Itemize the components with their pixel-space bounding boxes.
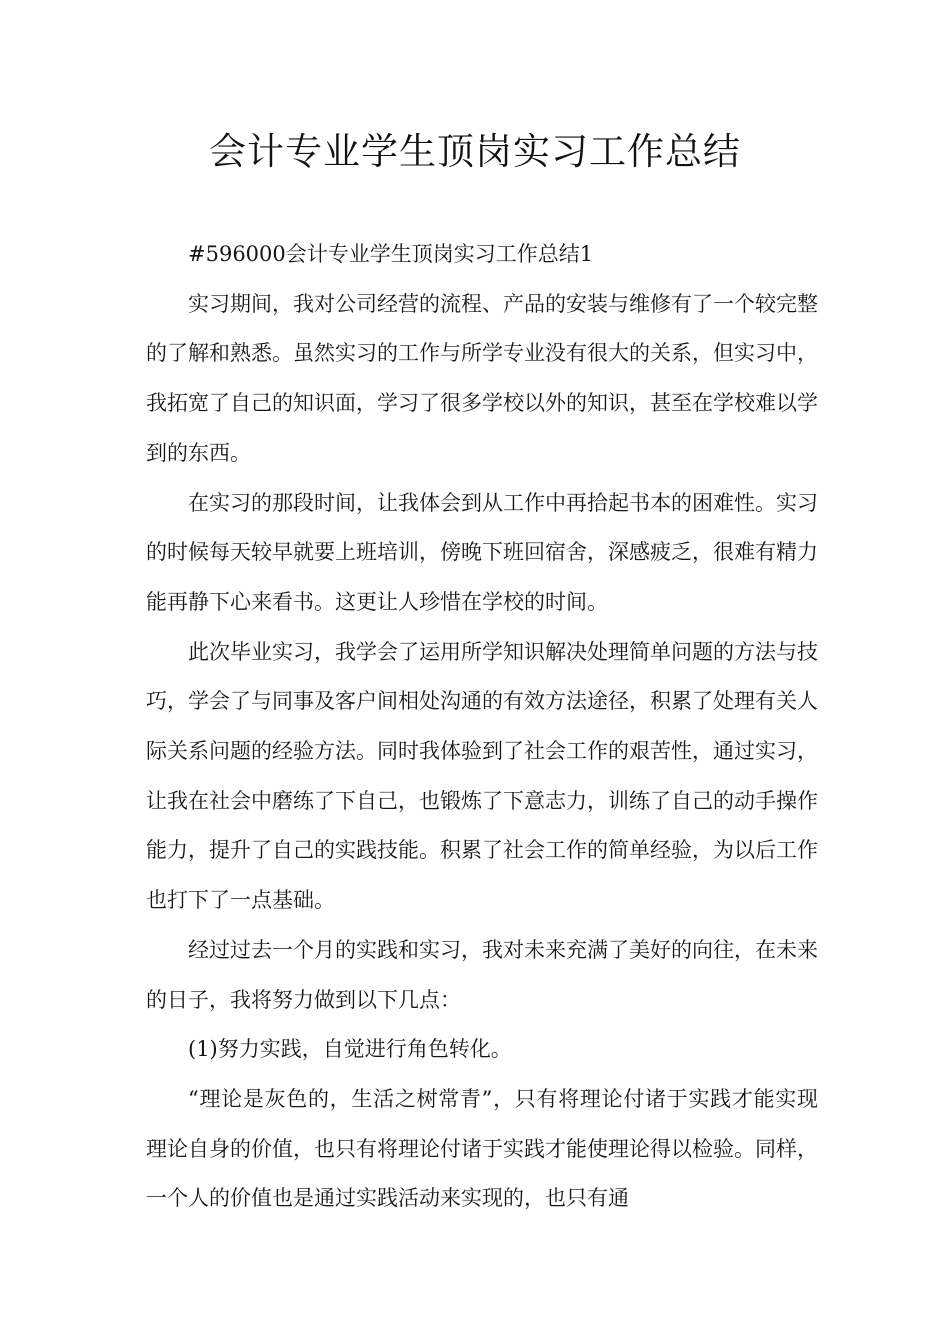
paragraph: 实习期间，我对公司经营的流程、产品的安装与维修有了一个较完整的了解和熟悉。虽然实习的工作与所学专业没有很大的关系，但实习中，我拓宽了自己的知识面，学习了很多学校以外的知识，甚至在学校难以学到的东西。 [146, 291, 818, 465]
document-title: 会计专业学生顶岗实习工作总结 [209, 130, 741, 173]
paragraph: 在实习的那段时间，让我体会到从工作中再拾起书本的困难性。实习的时候每天较早就要上班培训，傍晚下班回宿舍，深感疲乏，很难有精力能再静下心来看书。这更让人珍惜在学校的时间。 [146, 490, 818, 614]
paragraph: 经过过去一个月的实践和实习，我对未来充满了美好的向往，在未来的日子，我将努力做到以下几点： [146, 937, 818, 1012]
paragraph: 此次毕业实习，我学会了运用所学知识解决处理简单问题的方法与技巧，学会了与同事及客户间相处沟通的有效方法途径，积累了处理有关人际关系问题的经验方法。同时我体验到了社会工作的艰苦性，通过实习，让我在社会中磨练了下自己，也锻炼了下意志力，训练了自己的动手操作能力，提升了自己的实践技能。积累了社会工作的简单经验，为以后工作也打下了一点基础。 [146, 639, 818, 913]
list-item: (1)努力实践，自觉进行角色转化。 [188, 1037, 512, 1062]
paragraph: “理论是灰色的，生活之树常青”，只有将理论付诸于实践才能实现理论自身的价值，也只有将理论付诸于实践才能使理论得以检验。同样，一个人的价值也是通过实践活动来实现的，也只有通 [146, 1086, 818, 1211]
section-heading: #596000会计专业学生顶岗实习工作总结1 [188, 242, 594, 266]
document-body [146, 230, 818, 1224]
